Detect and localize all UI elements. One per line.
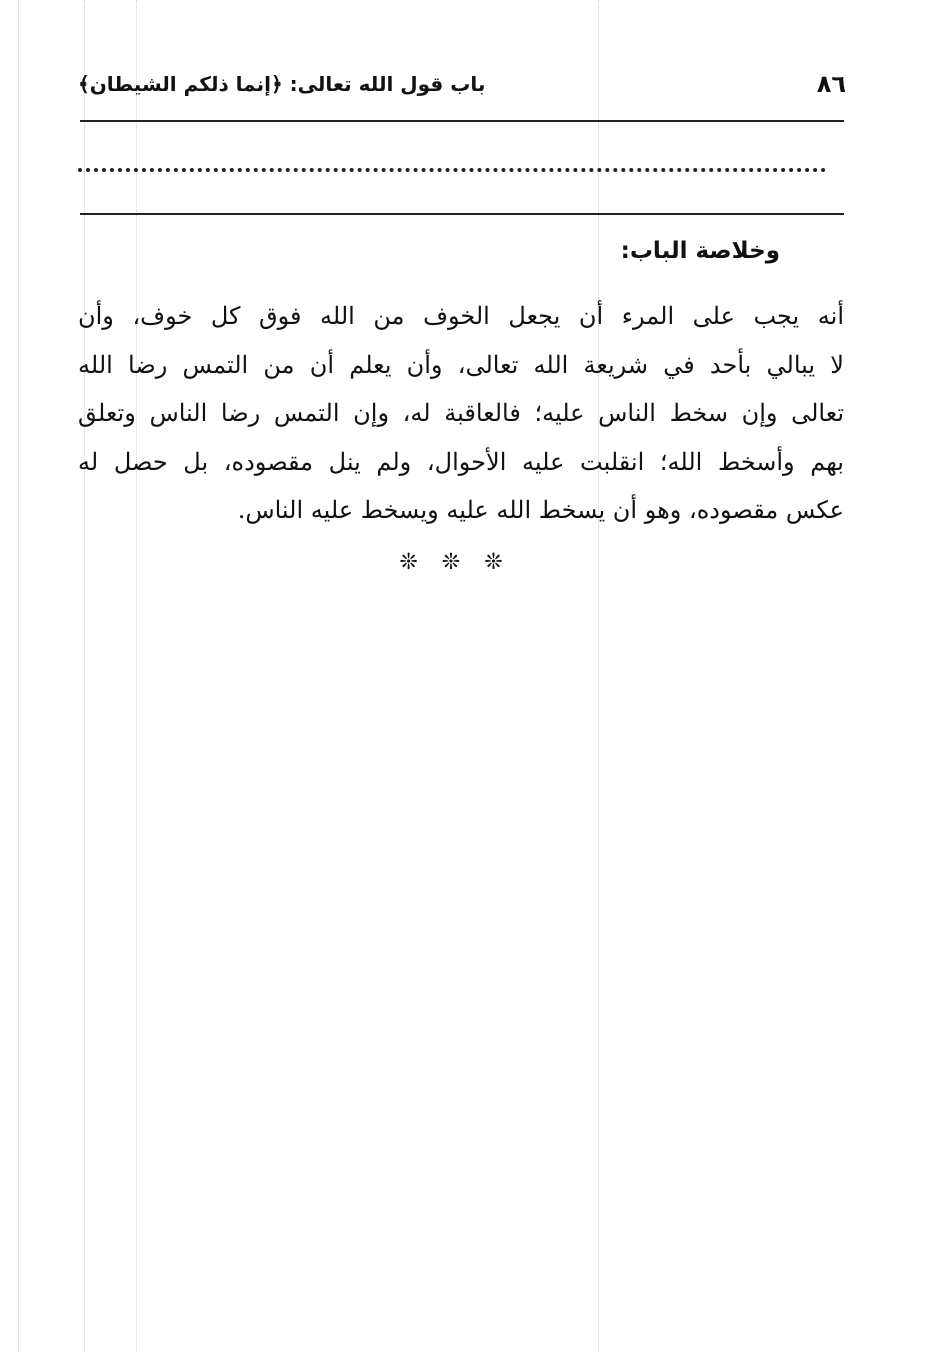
scan-artifact-line <box>598 0 599 1352</box>
section-rule <box>80 213 844 215</box>
page-header <box>78 66 846 110</box>
scan-artifact-line <box>136 0 137 1352</box>
scan-artifact-line <box>84 0 85 1352</box>
page-number: ٨٦ <box>816 70 846 98</box>
body-paragraph <box>78 292 844 535</box>
body-line: عكس مقصوده، وهو أن يسخط الله عليه ويسخط عليه الناس. <box>237 496 844 524</box>
section-heading: وخلاصة الباب: <box>620 238 780 264</box>
body-line: تعالى وإن سخط الناس عليه؛ فالعاقبة له، وإن التمس رضا الناس وتعلق <box>78 399 844 427</box>
section-end-ornament: ❊❊❊ <box>399 550 527 575</box>
dotted-separator <box>78 168 826 172</box>
scan-artifact-line <box>18 0 19 1352</box>
body-line: بهم وأسخط الله؛ انقلبت عليه الأحوال، ولم ينل مقصوده، بل حصل له <box>78 447 844 476</box>
running-title: باب قول الله تعالى: ﴿إنما ذلكم الشيطان﴾ <box>78 72 486 96</box>
body-line: أنه يجب على المرء أن يجعل الخوف من الله فوق كل خوف، وأن <box>78 302 844 330</box>
header-rule <box>80 120 844 122</box>
body-line: لا يبالي بأحد في شريعة الله تعالى، وأن يعلم أن من التمس رضا الله <box>78 350 844 379</box>
